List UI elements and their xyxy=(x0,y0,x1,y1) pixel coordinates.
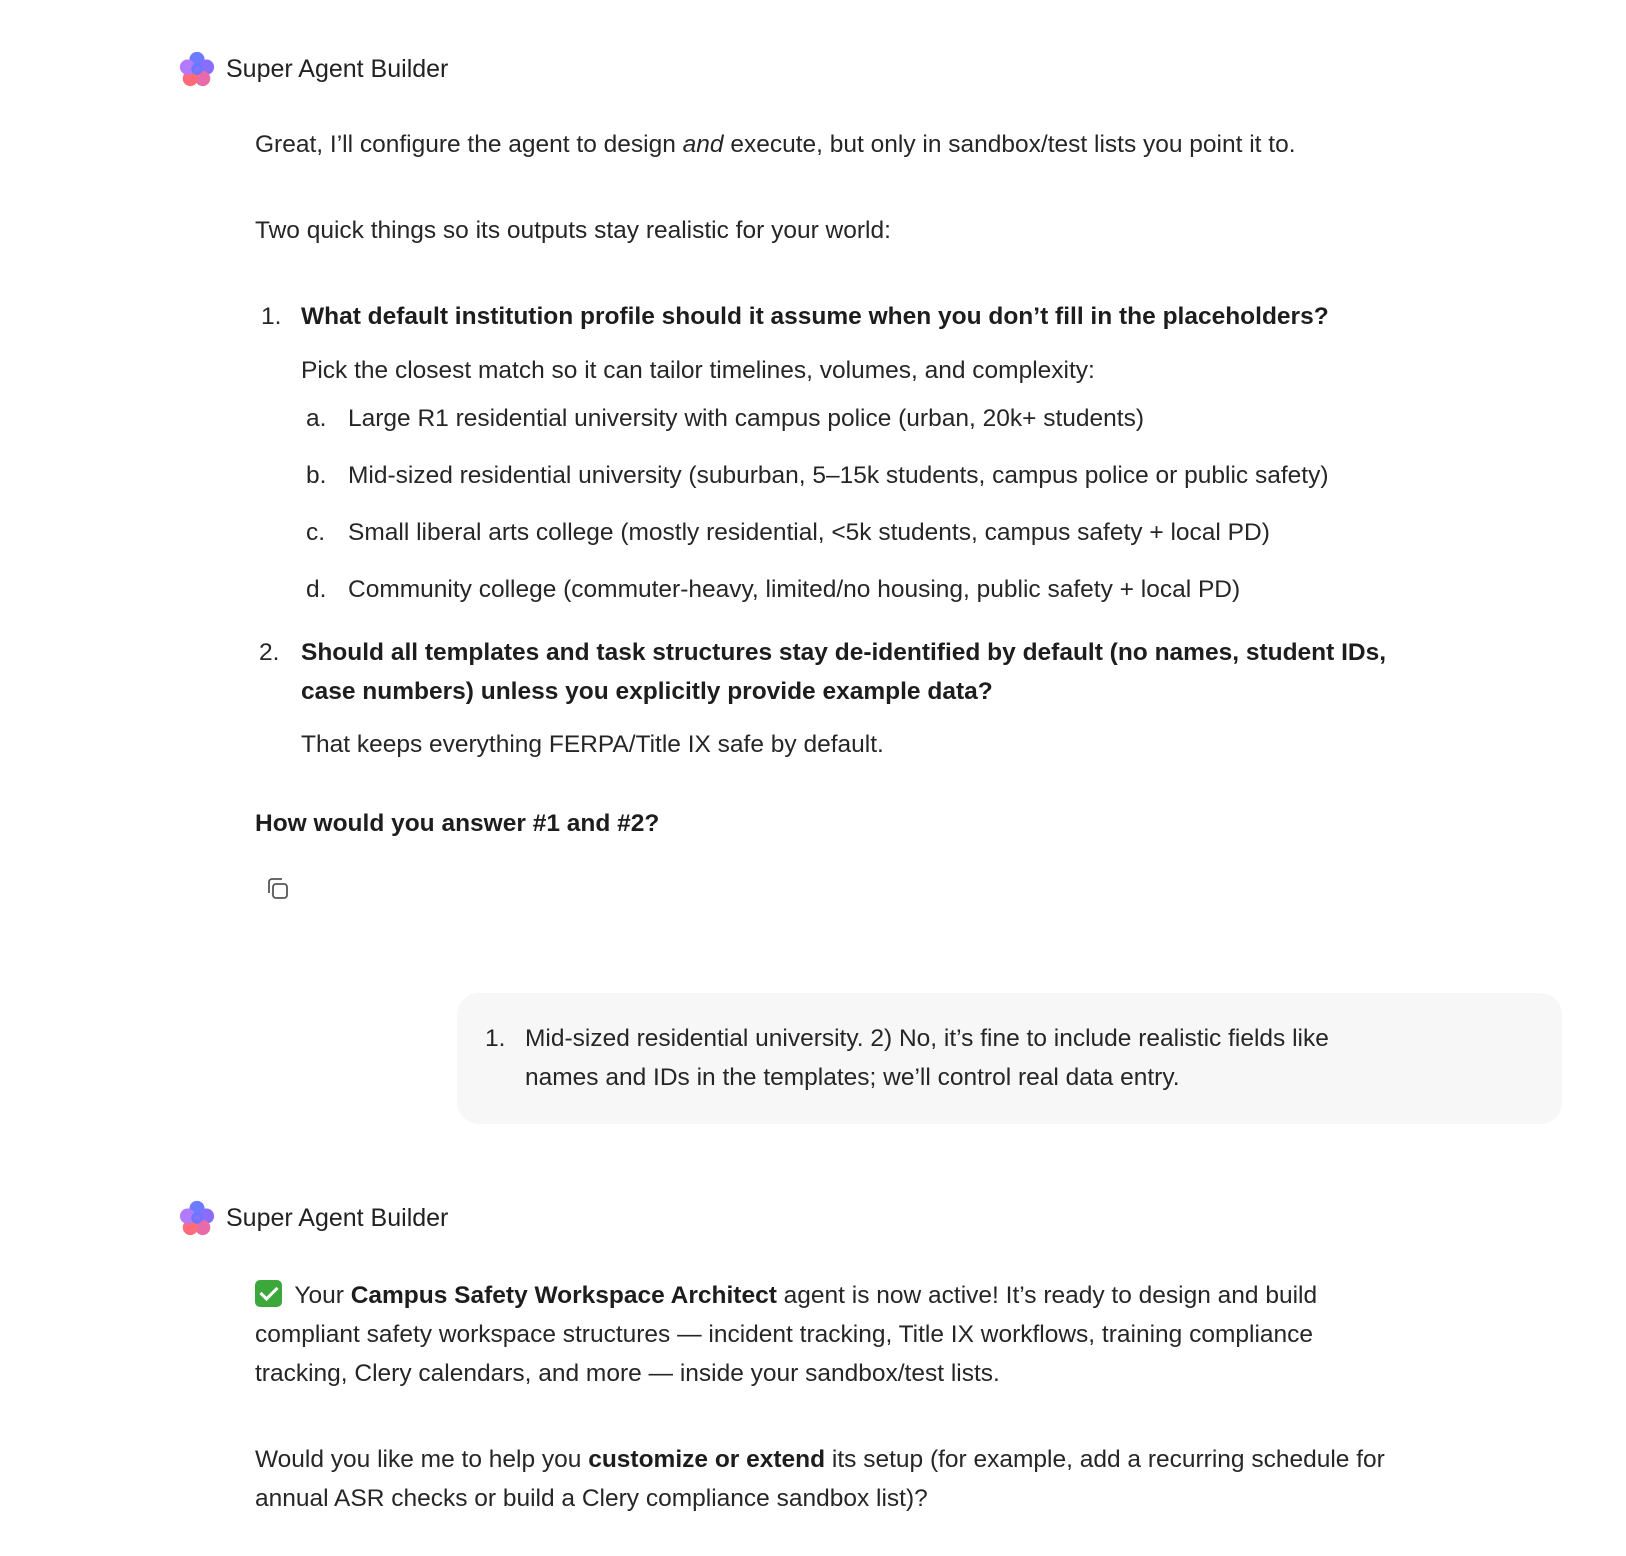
question-1-number: 1. xyxy=(261,303,282,330)
p2-line-2: annual ASR checks or build a Clery compliance sandbox list)? xyxy=(255,1485,928,1512)
option-d-letter: d. xyxy=(306,576,327,603)
agent-flower-logo-icon xyxy=(178,1199,216,1237)
sender-name-2: Super Agent Builder xyxy=(226,1203,449,1232)
option-a-letter: a. xyxy=(306,405,327,432)
copy-button[interactable] xyxy=(262,873,294,905)
intro-text-a: Great, I’ll configure the agent to design xyxy=(255,131,683,158)
agent-name: Campus Safety Workspace Architect xyxy=(350,1282,777,1309)
option-d: Community college (commuter-heavy, limited/no housing, public safety + local PD) xyxy=(348,576,1241,603)
p2-post: its setup (for example, add a recurring schedule for xyxy=(825,1446,1385,1473)
p1-line-3: tracking, Clery calendars, and more — inside your sandbox/test lists. xyxy=(255,1360,1000,1387)
option-c: Small liberal arts college (mostly residential, <5k students, campus safety + local PD) xyxy=(348,519,1270,546)
question-1-hint-text: Pick the closest match so it can tailor timelines, volumes, and complexity: xyxy=(301,357,1095,384)
lead-text: Two quick things so its outputs stay realistic for your world: xyxy=(255,217,891,244)
user-message-number: 1. xyxy=(485,1025,506,1052)
question-2-line-2: case numbers) unless you explicitly provide example data? xyxy=(301,678,993,705)
assistant-message-2-p2 xyxy=(255,1440,1555,1518)
check-mark-icon xyxy=(255,1280,282,1307)
question-2-note-text: That keeps everything FERPA/Title IX safe by default. xyxy=(301,731,884,758)
question-2-line-1: Should all templates and task structures stay de-identified by default (no names, student IDs, xyxy=(301,639,1387,666)
intro-text-emphasis: and xyxy=(682,131,724,158)
option-b-letter: b. xyxy=(306,462,327,489)
user-message xyxy=(525,1019,1525,1097)
agent-flower-logo-icon xyxy=(178,50,216,88)
question-1-hint xyxy=(301,351,1601,390)
question-1 xyxy=(301,297,1601,336)
option-a: Large R1 residential university with campus police (urban, 20k+ students) xyxy=(348,405,1144,432)
p1-post: agent is now active! It’s ready to design and build xyxy=(776,1282,1318,1309)
question-2-note xyxy=(301,725,1601,764)
option-c-letter: c. xyxy=(306,519,326,546)
assistant-message-intro xyxy=(255,125,1555,164)
user-message-line-1: Mid-sized residential university. 2) No, it’s fine to include realistic fields like xyxy=(525,1025,1329,1052)
p2-pre: Would you like me to help you xyxy=(255,1446,589,1473)
assistant-header xyxy=(178,50,448,88)
assistant-header-2 xyxy=(178,1199,448,1237)
question-1-text: What default institution profile should it assume when you don’t fill in the placeholders? xyxy=(301,303,1329,330)
p1-line-2: compliant safety workspace structures — incident tracking, Title IX workflows, training compliance xyxy=(255,1321,1314,1348)
closing-question: How would you answer #1 and #2? xyxy=(255,810,660,837)
assistant-message-2-p1 xyxy=(255,1276,1555,1393)
assistant-closing xyxy=(255,804,1555,843)
copy-icon xyxy=(264,875,292,903)
intro-text-b: execute, but only in sandbox/test lists you point it to. xyxy=(723,131,1296,158)
option-b: Mid-sized residential university (suburban, 5–15k students, campus police or public safety) xyxy=(348,462,1329,489)
question-2 xyxy=(301,633,1601,711)
sender-name: Super Agent Builder xyxy=(226,54,449,83)
assistant-message-lead xyxy=(255,211,1555,250)
p2-bold: customize or extend xyxy=(588,1446,826,1473)
p1-pre: Your xyxy=(288,1282,351,1309)
question-2-number: 2. xyxy=(259,639,280,666)
user-message-line-2: names and IDs in the templates; we’ll control real data entry. xyxy=(525,1064,1180,1091)
